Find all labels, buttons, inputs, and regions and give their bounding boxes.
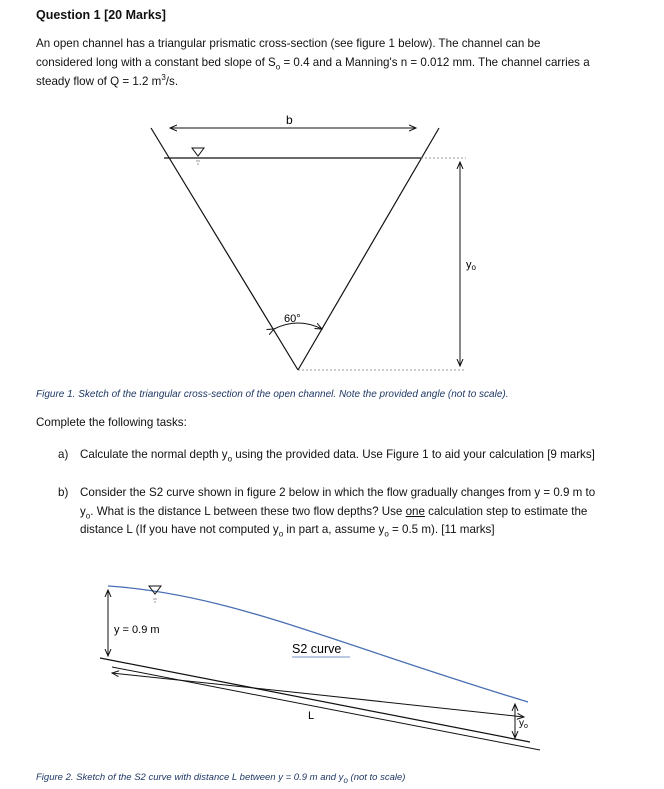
right-depth-label-yo: $y_o$ bbox=[519, 718, 528, 730]
task-b-text: Consider the S2 curve shown in figure 2 below in which the flow gradually changes from y = 0.9 m to $y_o$. What is the distance L between these two flow depths? Use one calculation step to estimate the distance L (If you have not computed $y_o$ in part a, assume $y_o = 0.5$ m). [11 marks] bbox=[80, 486, 596, 539]
depth-label-yo: yo bbox=[466, 259, 476, 272]
figure-1-cross-section bbox=[0, 0, 664, 389]
angle-label: 60° bbox=[284, 313, 301, 325]
intro-text-2: = 0.4 and a Manning's n = 0.012 mm. The channel carries a steady flow of Q = 1.2 m bbox=[36, 56, 590, 88]
left-channel-wall bbox=[151, 128, 298, 370]
figure-1-caption: Figure 1. Sketch of the triangular cross-section of the open channel. Note the provided angle (not to scale). bbox=[36, 389, 509, 400]
distance-L-label: L bbox=[308, 710, 315, 722]
task-a-label: a) bbox=[58, 448, 69, 461]
y09-label: y = 0.9 m bbox=[114, 624, 160, 636]
flow-unit-superscript: 3 bbox=[161, 73, 166, 83]
figure-2-caption: Figure 2. Sketch of the S2 curve with distance L between y = 0.9 m and $y_o$ (not to scale) bbox=[36, 772, 406, 785]
figure-2-s2-curve bbox=[0, 572, 664, 785]
task-b-label: b) bbox=[58, 486, 69, 499]
task-a-text: Calculate the normal depth $y_o$ using the provided data. Use Figure 1 to aid your calculation [9 marks] bbox=[80, 448, 595, 464]
intro-text-1: An open channel has a triangular prismatic cross-section (see figure 1 below). The channel can be considered long with a constant bed slope of S bbox=[36, 37, 541, 69]
right-channel-wall bbox=[298, 128, 439, 370]
water-level-symbol-icon bbox=[192, 148, 204, 164]
distance-L-arrow bbox=[112, 673, 320, 695]
channel-bed-line bbox=[100, 658, 530, 742]
slope-subscript: o bbox=[275, 62, 281, 72]
width-label-b: b bbox=[286, 113, 293, 127]
question-title: Question 1 [20 Marks] bbox=[36, 8, 166, 22]
s2-curve-label: S2 curve bbox=[292, 642, 342, 656]
tasks-heading: Complete the following tasks: bbox=[36, 416, 187, 429]
intro-text-3: /s. bbox=[165, 75, 179, 88]
water-level-symbol-icon bbox=[149, 586, 161, 602]
